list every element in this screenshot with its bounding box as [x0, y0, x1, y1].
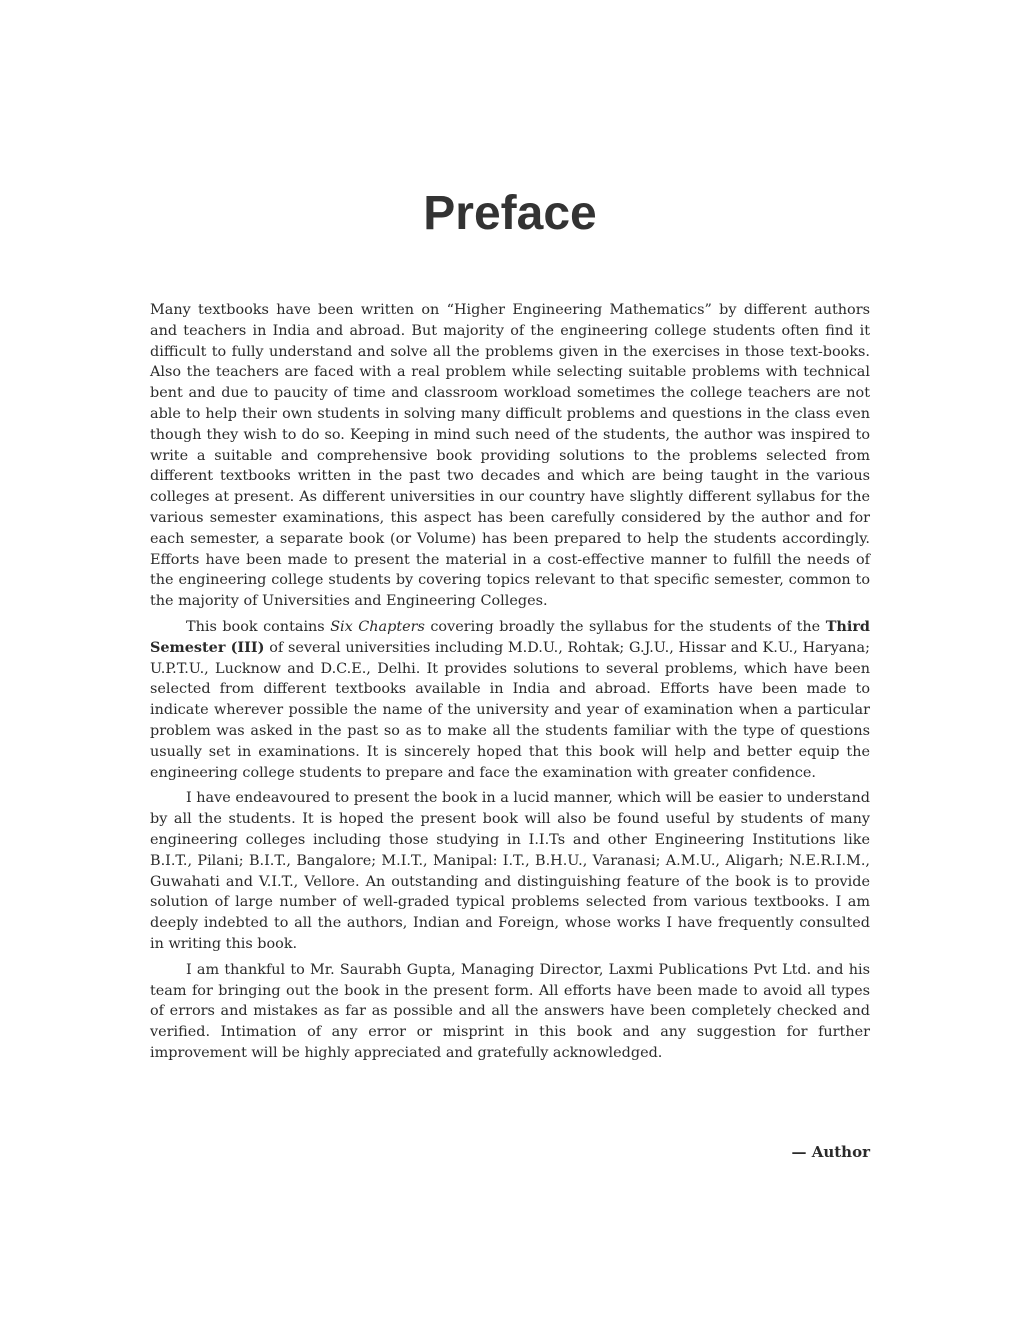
paragraph-2-italic: Six Chapters — [330, 618, 425, 635]
paragraph-2-end: of several universities including M.D.U., Rohtak; G.J.U., Hissar and K.U., Haryana; U.P.T.U., Lucknow and D.C.E., Delhi. It provides solutions to several problems, which have been selected from different textbooks available in India and abroad. Efforts have been made to indicate wherever possible the name of the university and year of examination when a particular problem was asked in the past so as to make all the students familiar with the type of questions usually set in examinations. It is sincerely hoped that this book will help and better equip the engineering college students to prepare and face the examination with greater confidence. — [150, 639, 870, 781]
paragraph-4: I am thankful to Mr. Saurabh Gupta, Managing Director, Laxmi Publications Pvt Ltd. and his team for bringing out the book in the present form. All efforts have been made to avoid all types of errors and mistakes as far as possible and all the answers have been completely checked and verified. Intimation of any error or misprint in this book and any suggestion for further improvement will be highly appreciated and gratefully acknowledged. — [150, 961, 870, 1061]
paragraph-3: I have endeavoured to present the book in a lucid manner, which will be easier to understand by all the students. It is hoped the present book will also be found useful by students of many engineering colleges including those studying in I.I.Ts and other Engineering Institutions like B.I.T., Pilani; B.I.T., Bangalore; M.I.T., Manipal: I.T., B.H.U., Varanasi; A.M.U., Aligarh; N.E.R.I.M., Guwahati and V.I.T., Vellore. An outstanding and distinguishing feature of the book is to provide solution of large number of well-graded typical problems selected from various textbooks. I am deeply indebted to all the authors, Indian and Foreign, whose works I have frequently consulted in writing this book. — [150, 790, 870, 952]
paragraph-2-mid: covering broadly the syllabus for the students of the — [424, 618, 826, 635]
paragraph-1: Many textbooks have been written on “Higher Engineering Mathematics” by different authors and teachers in India and abroad. But majority of the engineering college students often find it difficult to fully understand and solve all the problems given in the exercises in those text-books. Also the teachers are faced with a real problem while selecting suitable problems with technical bent and due to paucity of time and classroom workload sometimes the college teachers are not able to help their own students in solving many difficult problems and questions in the class even though they wish to do so. Keeping in mind such need of the students, the author was inspired to write a suitable and comprehensive book providing solutions to the problems selected from different textbooks written in the past two decades and which are being taught in the various colleges at present. As different universities in our country have slightly different syllabus for the various semester examinations, this aspect has been carefully considered by the author and for each semester, a separate book (or Volume) has been prepared to help the students accordingly. Efforts have been made to present the material in a cost-effective manner to fulfill the needs of the engineering college students by covering topics relevant to that specific semester, common to the majority of Universities and Engineering Colleges. — [150, 302, 870, 610]
paragraph-2 — [150, 617, 870, 783]
paragraph-2-start: This book contains — [186, 618, 331, 635]
paragraph-2-bold: Third Semester (III) — [150, 617, 870, 656]
author-signature: — Author — [791, 1143, 870, 1161]
preface-body — [150, 300, 870, 1069]
page-title: Preface — [423, 187, 597, 240]
